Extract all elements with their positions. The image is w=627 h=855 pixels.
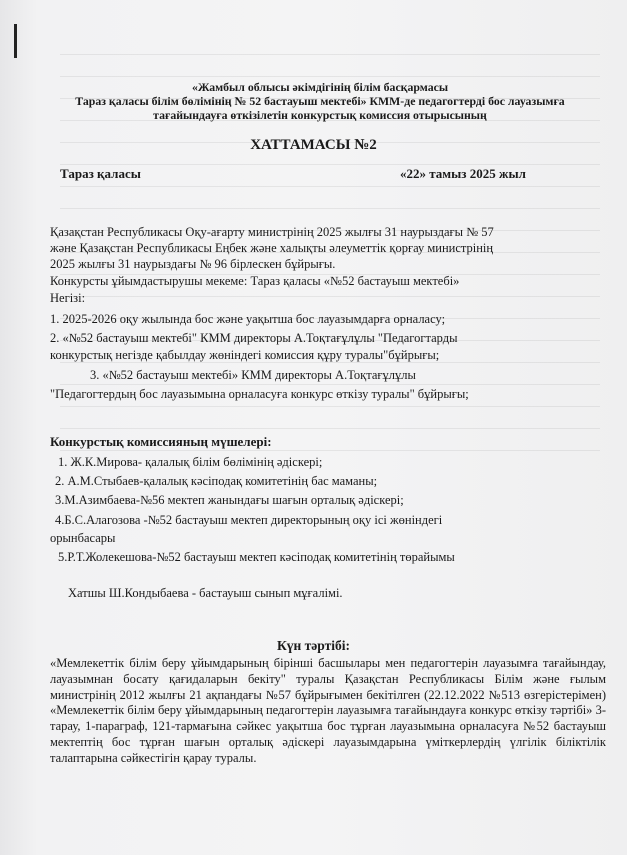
header-line-2: Тараз қаласы білім бөлімінің № 52 бастауыш мектебі» КММ-де педагогтерді бос лауазымға <box>75 94 565 108</box>
grounds-item-3-line-2: "Педагогтердың бос лауазымына орналасуға конкурс өткізу туралы" бұйрығы; <box>50 387 469 401</box>
order-line-3: 2025 жылғы 31 наурыздағы № 96 бірлескен бұйрығы. <box>50 257 336 271</box>
member-2: 2. А.М.Стыбаев-қалалық кәсіподақ комитетінің бас маманы; <box>55 474 378 488</box>
agenda-text: «Мемлекеттік білім беру ұйымдарының бірінші басшылары мен педагогтерін лауазымға тағайындау, лауазымнан босату қағидаларын бекіту" туралы Қазақстан Республикасы Білім және ғылым министрінің 2012 жылғы 21 ақпандағы №57 бұйрығымен бекітілген (22.12.2022 №513 өзгерістерімен) «Мемлекеттік білім беру ұйымдарының педагогтерін лауазымға тағайындауға конкурс өткізу тәртібі» 3-тарау, 1-параграф, 121-тармағына сәйкес уақытша бос тұрған лауазымына орналасуға №52 бастауыш мектептің бос тұрған шағын орталық әдіскері лауазымдарына үміткерлердің үлгілік біліктілік талаптарына сәйкестігін қарау туралы. <box>50 656 606 765</box>
edge-mark <box>14 24 17 58</box>
agenda-heading: Күн тәртібі: <box>276 638 351 653</box>
secretary: Хатшы Ш.Кондыбаева - бастауыш сынып мұғалімі. <box>68 586 343 600</box>
grounds-item-2-line-1: 2. «№52 бастауыш мектебі" КММ директоры А.Тоқтағұлұлы "Педагогтарды <box>50 331 458 345</box>
header-line-1: «Жамбыл облысы әкімдігінің білім басқармасы <box>191 80 449 94</box>
grounds-label: Негізі: <box>50 291 86 305</box>
member-5: 5.Р.Т.Жолекешова-№52 бастауыш мектеп кәсіподақ комитетінің төрайымы <box>58 550 455 564</box>
member-1: 1. Ж.К.Мирова- қалалық білім бөлімінің әдіскері; <box>58 455 323 469</box>
organizer: Конкурсты ұйымдастырушы мекеме: Тараз қаласы «№52 бастауыш мектебі» <box>50 274 460 288</box>
header-line-3: тағайындауға өткізілетін конкурстық комиссия отырысының <box>153 108 487 122</box>
member-4: 4.Б.С.Алагозова -№52 бастауыш мектеп директорының оқу ісі жөніндегі <box>55 513 443 527</box>
member-3: 3.М.Азимбаева-№56 мектеп жанындағы шағын орталық әдіскері; <box>55 493 404 507</box>
document-title: ХАТТАМАСЫ №2 <box>250 137 377 153</box>
date: «22» тамыз 2025 жыл <box>400 166 526 181</box>
place: Тараз қаласы <box>60 166 141 181</box>
order-line-1: Қазақстан Республикасы Оқу-ағарту министрінің 2025 жылғы 31 наурыздағы № 57 <box>50 225 494 239</box>
grounds-item-1: 1. 2025-2026 оқу жылында бос және уақытша бос лауазымдарға орналасу; <box>50 312 446 326</box>
member-4-continued: орынбасары <box>50 531 116 545</box>
grounds-item-3-line-1: 3. «№52 бастауыш мектебі» КММ директоры А.Тоқтағұлұлы <box>90 368 416 382</box>
commission-heading: Конкурстық комиссияның мүшелері: <box>50 434 272 449</box>
order-line-2: және Қазақстан Республикасы Еңбек және халықты әлеуметтік қорғау министрінің <box>50 241 494 255</box>
grounds-item-2-line-2: конкурстық негізде қабылдау жөніндегі комиссия құру туралы"бұйрығы; <box>50 348 440 362</box>
